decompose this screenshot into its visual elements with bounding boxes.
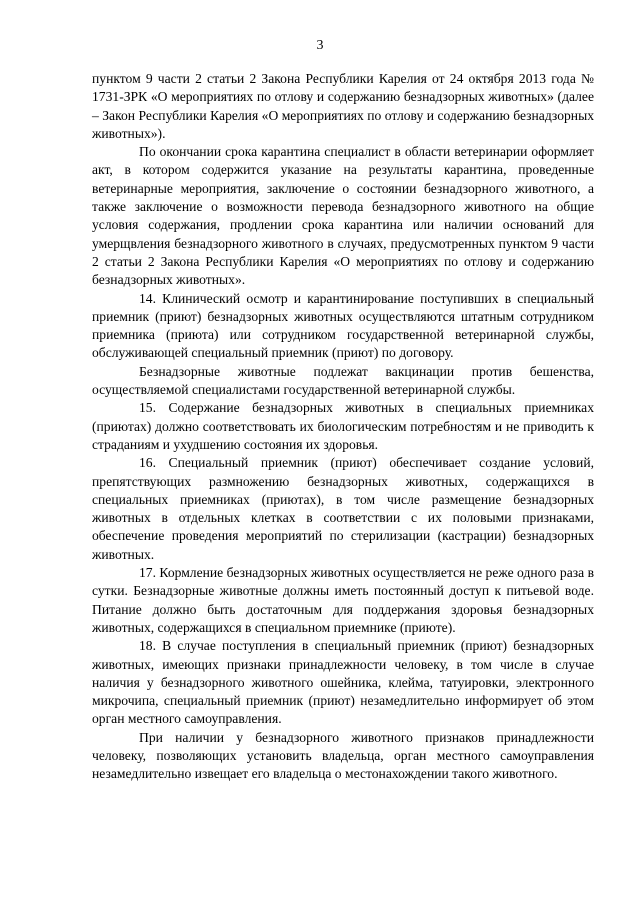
document-body bbox=[92, 70, 594, 784]
paragraph-continuation: пунктом 9 части 2 статьи 2 Закона Республики Карелия от 24 октября 2013 года № 1731-ЗРК «О мероприятиях по отлову и содержанию безнадзорных животных» (далее – Закон Республики Карелия «О мероприятиях по отлову и содержанию безнадзорных животных»). bbox=[92, 71, 594, 141]
paragraph-item-14: 14. Клинический осмотр и карантинирование поступивших в специальный приемник (приют) безнадзорных животных осуществляются штатным сотрудником приемника (приюта) или сотрудником государственной ветеринарной службы, обслуживающей специальный приемник (приют) по договору. bbox=[92, 290, 594, 361]
page-number: 3 bbox=[316, 38, 324, 53]
paragraph-owner-notification: При наличии у безнадзорного животного признаков принадлежности человеку, позволяющих установить владельца, орган местного самоуправления незамедлительно извещает его владельца о местонахождении такого животного. bbox=[92, 729, 594, 782]
paragraph-item-15: 15. Содержание безнадзорных животных в специальных приемниках (приютах) должно соответствовать их биологическим потребностям и не приводить к страданиям и ухудшению состояния их здоровья. bbox=[92, 400, 594, 452]
paragraph-item-16: 16. Специальный приемник (приют) обеспечивает создание условий, препятствующих размножению безнадзорных животных, содержащихся в специальных приемниках (приютах), в том числе размещение безнадзорных животных в отдельных клетках в соответствии с их половыми признаками, обеспечение проведения мероприятий по стерилизации (кастрации) безнадзорных животных. bbox=[92, 455, 594, 562]
paragraph-item-17: 17. Кормление безнадзорных животных осуществляется не реже одного раза в сутки. Безнадзорные животные должны иметь постоянный доступ к питьевой воде. Питание должно быть достаточным для поддержания здоровья безнадзорных животных, содержащихся в специальном приемнике (приюте). bbox=[92, 565, 594, 635]
paragraph-quarantine-act: По окончании срока карантина специалист в области ветеринарии оформляет акт, в котором содержится указание на результаты карантина, проведенные ветеринарные мероприятия, заключение о состоянии безнадзорного животного, а также заключение о возможности перевода безнадзорного животного на общие условия содержания, продлении срока карантина или наличии оснований для умерщвления безнадзорного животного в случаях, предусмотренных пунктом 9 части 2 статьи 2 Закона Республики Карелия «О мероприятиях по отлову и содержанию безнадзорных животных». bbox=[92, 144, 594, 288]
paragraph-item-18: 18. В случае поступления в специальный приемник (приют) безнадзорных животных, имеющих признаки принадлежности человеку, в том числе в случае наличия у безнадзорного животного ошейника, клейма, татуировки, электронного микрочипа, специальный приемник (приют) незамедлительно информирует об этом орган местного самоуправления. bbox=[92, 638, 594, 727]
paragraph-vaccination: Безнадзорные животные подлежат вакцинации против бешенства, осуществляемой специалистами государственной ветеринарной службы. bbox=[92, 363, 594, 398]
